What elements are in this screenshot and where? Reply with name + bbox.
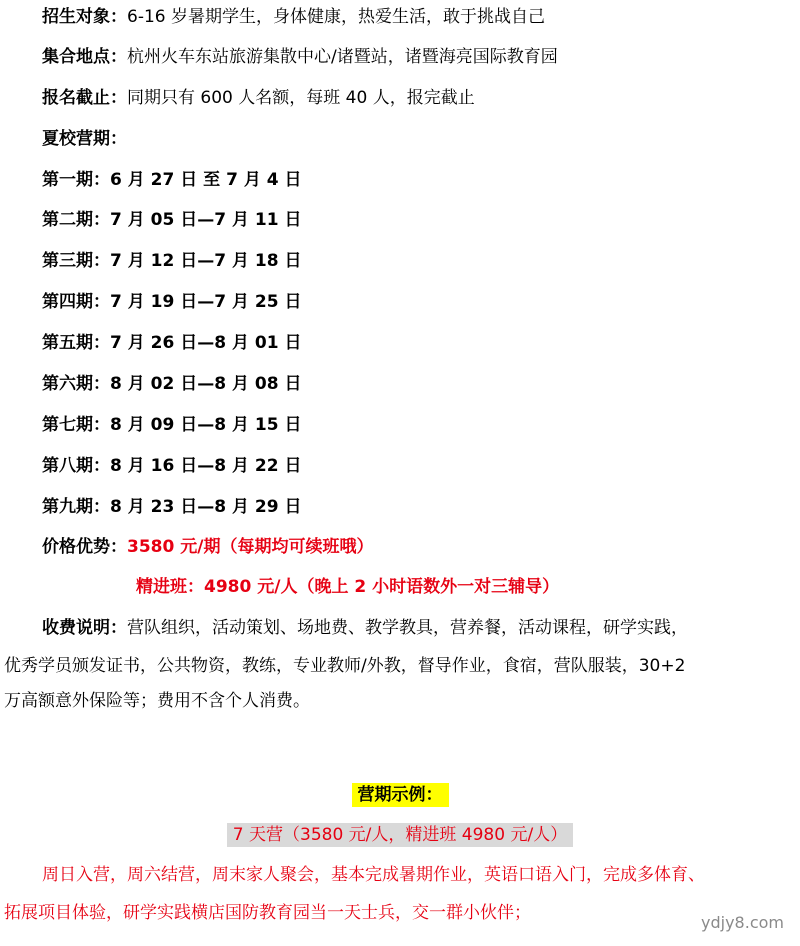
fees-line-3: 万高额意外保险等；费用不含个人消费。	[4, 691, 310, 711]
info-label: 招生对象：	[42, 7, 127, 27]
period-row	[42, 414, 301, 436]
period-label: 第二期：	[42, 210, 110, 230]
info-label: 集合地点：	[42, 47, 127, 67]
period-label: 第九期：	[42, 497, 110, 517]
period-label: 第五期：	[42, 333, 110, 353]
example-line-1: 周日入营，周六结营，周末家人聚会，基本完成暑期作业，英语口语入门，完成多体育、	[42, 865, 705, 885]
fees-line-1	[42, 617, 688, 639]
period-dates: 8 月 02 日—8 月 08 日	[110, 374, 302, 394]
example-line-2: 拓展项目体验，研学实践横店国防教育园当一天士兵，交一群小伙伴；	[4, 903, 531, 923]
price-label: 价格优势：	[42, 537, 127, 557]
fees-label: 收费说明：	[42, 618, 127, 638]
example-subtitle: 7 天营（3580 元/人，精进班 4980 元/人）	[227, 823, 573, 847]
period-label: 第六期：	[42, 374, 110, 394]
period-dates: 7 月 26 日—8 月 01 日	[110, 333, 302, 353]
fees-text: 营队组织，活动策划、场地费、教学教具，营养餐，活动课程，研学实践，	[127, 618, 688, 638]
period-row	[42, 496, 301, 518]
period-label: 第四期：	[42, 292, 110, 312]
watermark: ydjy8.com	[701, 913, 784, 932]
period-dates: 8 月 23 日—8 月 29 日	[110, 497, 302, 517]
period-row	[42, 291, 301, 313]
price-premium: 精进班：4980 元/人（晚上 2 小时语数外一对三辅导）	[136, 577, 560, 597]
period-dates: 7 月 12 日—7 月 18 日	[110, 251, 302, 271]
period-dates: 8 月 16 日—8 月 22 日	[110, 456, 302, 476]
periods-heading: 夏校营期：	[42, 129, 127, 149]
period-row	[42, 209, 301, 231]
period-label: 第一期：	[42, 170, 110, 190]
period-row	[42, 373, 301, 395]
period-label: 第八期：	[42, 456, 110, 476]
price-standard: 3580 元/期（每期均可续班哦）	[127, 537, 374, 557]
period-row	[42, 455, 301, 477]
period-label: 第三期：	[42, 251, 110, 271]
period-dates: 7 月 05 日—7 月 11 日	[110, 210, 302, 230]
period-row	[42, 332, 301, 354]
info-value: 杭州火车东站旅游集散中心/诸暨站，诸暨海亮国际教育园	[127, 47, 558, 67]
period-dates: 6 月 27 日 至 7 月 4 日	[110, 170, 302, 190]
period-label: 第七期：	[42, 415, 110, 435]
example-subtitle-wrap	[0, 824, 800, 846]
info-deadline	[42, 87, 475, 109]
period-dates: 8 月 09 日—8 月 15 日	[110, 415, 302, 435]
info-enrollment	[42, 6, 545, 28]
example-heading: 营期示例：	[352, 783, 449, 807]
example-heading-wrap	[0, 784, 800, 806]
period-row	[42, 250, 301, 272]
info-meeting-point	[42, 46, 558, 68]
fees-line-2: 优秀学员颁发证书，公共物资，教练，专业教师/外教，督导作业，食宿，营队服装，30+2	[4, 656, 686, 676]
period-dates: 7 月 19 日—7 月 25 日	[110, 292, 302, 312]
info-label: 报名截止：	[42, 88, 127, 108]
info-value: 6-16 岁暑期学生，身体健康，热爱生活，敢于挑战自己	[127, 7, 545, 27]
period-row	[42, 169, 302, 191]
price-standard-row	[42, 536, 373, 558]
info-value: 同期只有 600 人名额，每班 40 人，报完截止	[127, 88, 475, 108]
